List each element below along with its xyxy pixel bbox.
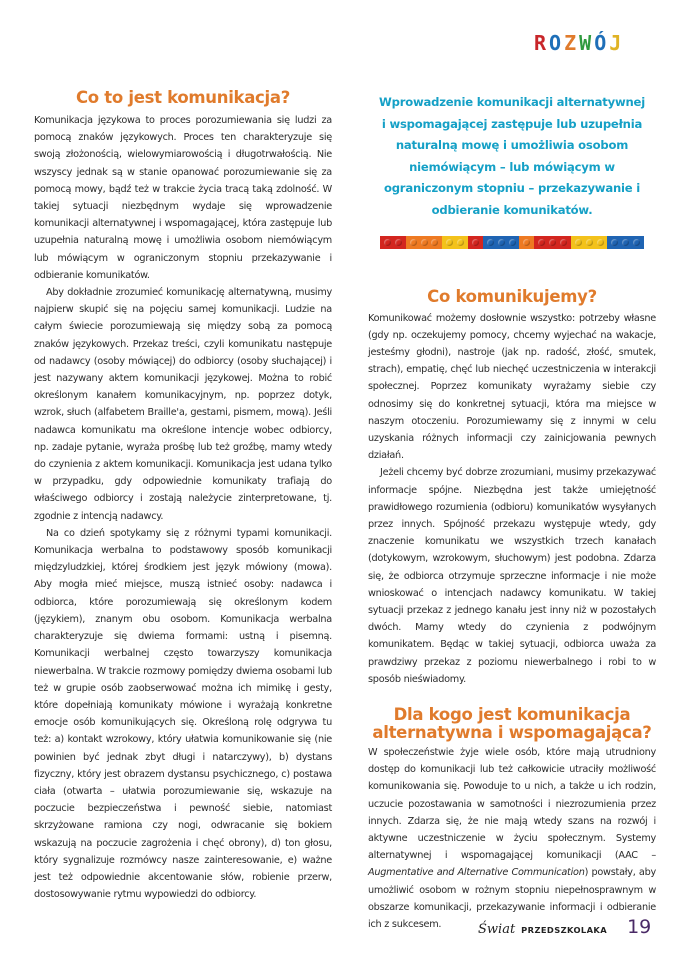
brick-stud-icon (487, 239, 494, 246)
brick-stud-icon (560, 239, 567, 246)
heading-line: alternatywna i wspomagająca? (372, 723, 652, 743)
text-run: W społeczeństwie żyje wiele osób, które mają utrudniony dostęp do komunikacji lub też całkowicie utraciły możliwość komunikowania się. Powoduje to u nich, a także u ich rodzin, uczucie pozostawania w samotności i niezrozumienia przez innych. Zdarza się, że nie mają wtedy szans na rozwój i aktywne uczestniczenie w życiu społecznym. Systemy alternatywnej i wspomagającej komunikacji (AAC – (368, 747, 656, 862)
heading-what-we-communicate: Co komunikujemy? (427, 286, 597, 306)
heading-what-is-communication: Co to jest komunikacja? (75, 88, 290, 107)
right-column (368, 88, 656, 933)
brick (519, 236, 534, 249)
paragraph: Na co dzień spotykamy się z różnymi typami komunikacji. Komunikacja werbalna to podstawowy sposób komunikacji międzyludzkiej, której środkiem jest język mówiony (mowa). Aby mogła mieć miejsce, muszą istnieć osoby: nadawca i odbiorca, które porozumiewają się określonym kodem (językiem), znanym obu osobom. Komunikacja werbalna charakteryzuje się dwiema formami: ustną i pisemną. Komunikacji werbalnej często towarzyszy komunikacja niewerbalna. W trakcie rozmowy pomiędzy dwiema osobami lub też w grupie osób zaobserwować można ich mimikę i gesty, które dopełniają komunikaty mówione i wyrażają konkretne emocje osób komunikujących się. Określoną rolę odgrywa tu też: a) kontakt wzrokowy, który ułatwia komunikowanie się (nie powinien być jednak zbyt długi i natarczywy), b) dystans fizyczny, który jest obrazem dystansu psychicznego, c) postawa ciała (otwarta – ułatwia porozumiewanie się, wskazuje na poczucie bezpieczeństwa i pewność siebie, natomiast skrzyżowane ramiona czy nogi, odwracanie się bokiem wskazują na poczucie zagrożenia i chęć obrony), d) ton głosu, który sygnalizuje rozmówcy nasze zainteresowanie, e) ważne jest też odpowiednie akcentowanie słów, robienie przerw, dostosowywanie rytmu wypowiedzi do odbiorcy. (34, 527, 332, 901)
brick (442, 236, 468, 249)
brick-stud-icon (611, 239, 618, 246)
brick (607, 236, 644, 249)
logo-letter: R (534, 31, 547, 55)
brick (468, 236, 483, 249)
heading-line: Dla kogo jest komunikacja (393, 705, 631, 725)
pull-quote: Wprowadzenie komunikacji alternatywnej i wspomagającej zastępuje lub uzupełnia naturalną mowę i umożliwia osobom niemówiącym – lub mówiącym w ograniczonym stopniu – przekazywanie i odbieranie komunikatów. (379, 95, 645, 217)
brick-stud-icon (597, 239, 604, 246)
brick (534, 236, 571, 249)
text-run: ) powstały, aby umożliwić osobom w rożnym stopniu niepełnosprawnym w obszarze komunikacji, przekazywanie informacji i odbieranie ich z sukcesem. (368, 867, 656, 931)
paragraph: Komunikacja językowa to proces porozumiewania się ludzi za pomocą znaków językowych. Proces ten charakteryzuje się swoją złożonością, wielowymiarowością i długotrwałością. Nie wszyscy jednak są w stanie opanować porozumiewanie się za pomocą mowy, bądź też w trakcie życia tracą taką zdolność. W takiej sytuacji niezbędnym wydaje się wprowadzenie komunikacji alternatywnej i wspomagającej, która zastępuje lub uzupełnia naturalną mowę i umożliwia osobom niemówiącym lub mówiącym w ograniczonym stopniu przekazywanie i odbieranie komunikatów. (34, 115, 332, 281)
logo-letter: Z (564, 31, 577, 55)
brick-stud-icon (446, 239, 453, 246)
brick (483, 236, 520, 249)
logo-letter: W (579, 31, 592, 55)
brick-stud-icon (384, 239, 391, 246)
brick-strip-decoration (380, 236, 644, 249)
brick-stud-icon (575, 239, 582, 246)
brick-stud-icon (395, 239, 402, 246)
paragraph (368, 744, 656, 933)
page-footer (478, 916, 651, 938)
brick-stud-icon (457, 239, 464, 246)
brick-stud-icon (410, 239, 417, 246)
brick-stud-icon (622, 239, 629, 246)
brick-stud-icon (472, 239, 479, 246)
magazine-script-title: Świat (478, 922, 516, 937)
page-number: 19 (627, 916, 652, 938)
brick-stud-icon (633, 239, 640, 246)
italic-term: Augmentative and Alternative Communication (368, 867, 585, 879)
paragraph: Jeżeli chcemy być dobrze zrozumiani, musimy przekazywać informacje spójne. Niezbędna jest także umiejętność prawidłowego rozumienia (odbioru) komunikatów wysyłanych przez innych. Spójność przekazu występuje wtedy, gdy znaczenie komunikatu we wszystkich trzech kanałach (dotykowym, wzrokowym, słuchowym) jest podobna. Zdarza się, że odbiorca otrzymuje sprzeczne informacje i nie może wnioskować o intencjach nadawcy komunikatu. W takiej sytuacji przekaz z jednego kanału jest inny niż w pozostałych dwóch. Mamy wtedy do czynienia z podwójnym komunikatem. Będąc w takiej sytuacji, odbiorca uważa za prawdziwy przekaz z poziomu niewerbalnego i robi to w sposób nieświadomy. (368, 467, 656, 685)
left-column (34, 88, 332, 903)
paragraph: Aby dokładnie zrozumieć komunikację alternatywną, musimy najpierw skupić się na pojęciu samej komunikacji. Ludzie na całym świecie porozumiewają się między sobą za pomocą znaków językowych. Przekaz treści, czyli komunikatu następuje od nadawcy (osoby mówiącej) do odbiorcy (osoby słuchającej) i jest nazywany aktem komunikacji językowej. Można to robić określonym kanałem komunikacyjnym, np. poprzez dotyk, wzrok, słuch (alfabetem Braille'a, gestami, pismem, mową). Jeśli nadawca komunikatu ma określone intencje wobec odbiorcy, np. zadaje pytanie, wyraża prośbę lub też groźbę, mamy wtedy do czynienia z aktem komunikacji. Komunikacja jest udana tylko w przypadku, gdy odpowiednie komunikaty trafiają do właściwego odbiorcy i zostają należycie zinterpretowane, tj. zgodnie z intencją nadawcy. (34, 287, 332, 522)
brick-stud-icon (421, 239, 428, 246)
brick (406, 236, 443, 249)
logo-letter: Ó (594, 31, 607, 55)
section-logo (534, 28, 621, 58)
brick (380, 236, 406, 249)
brick-stud-icon (586, 239, 593, 246)
brick-stud-icon (523, 239, 530, 246)
logo-letter: J (609, 31, 622, 55)
logo-letter: O (549, 31, 562, 55)
brick-stud-icon (431, 239, 438, 246)
brick-stud-icon (549, 239, 556, 246)
magazine-name: PRZEDSZKOLAKA (521, 925, 608, 935)
brick-stud-icon (498, 239, 505, 246)
brick-stud-icon (538, 239, 545, 246)
brick (571, 236, 608, 249)
brick-stud-icon (509, 239, 516, 246)
heading-for-whom-aac (368, 706, 656, 742)
paragraph: Komunikować możemy dosłownie wszystko: potrzeby własne (gdy np. oczekujemy pomocy, chcemy wyjechać na wakacje, jesteśmy głodni), nastroje (jak np. radość, złość, smutek, strach), empatię, chęć lub niechęć uczestniczenia w interakcji społecznej. Poprzez komunikaty wyrażamy siebie czy odnosimy się do konkretnej sytuacji, która ma miejsce w naszym otoczeniu. Porozumiewamy się z innymi w celu uzyskania różnych informacji czy zainicjowania pewnych działań. (368, 312, 656, 462)
